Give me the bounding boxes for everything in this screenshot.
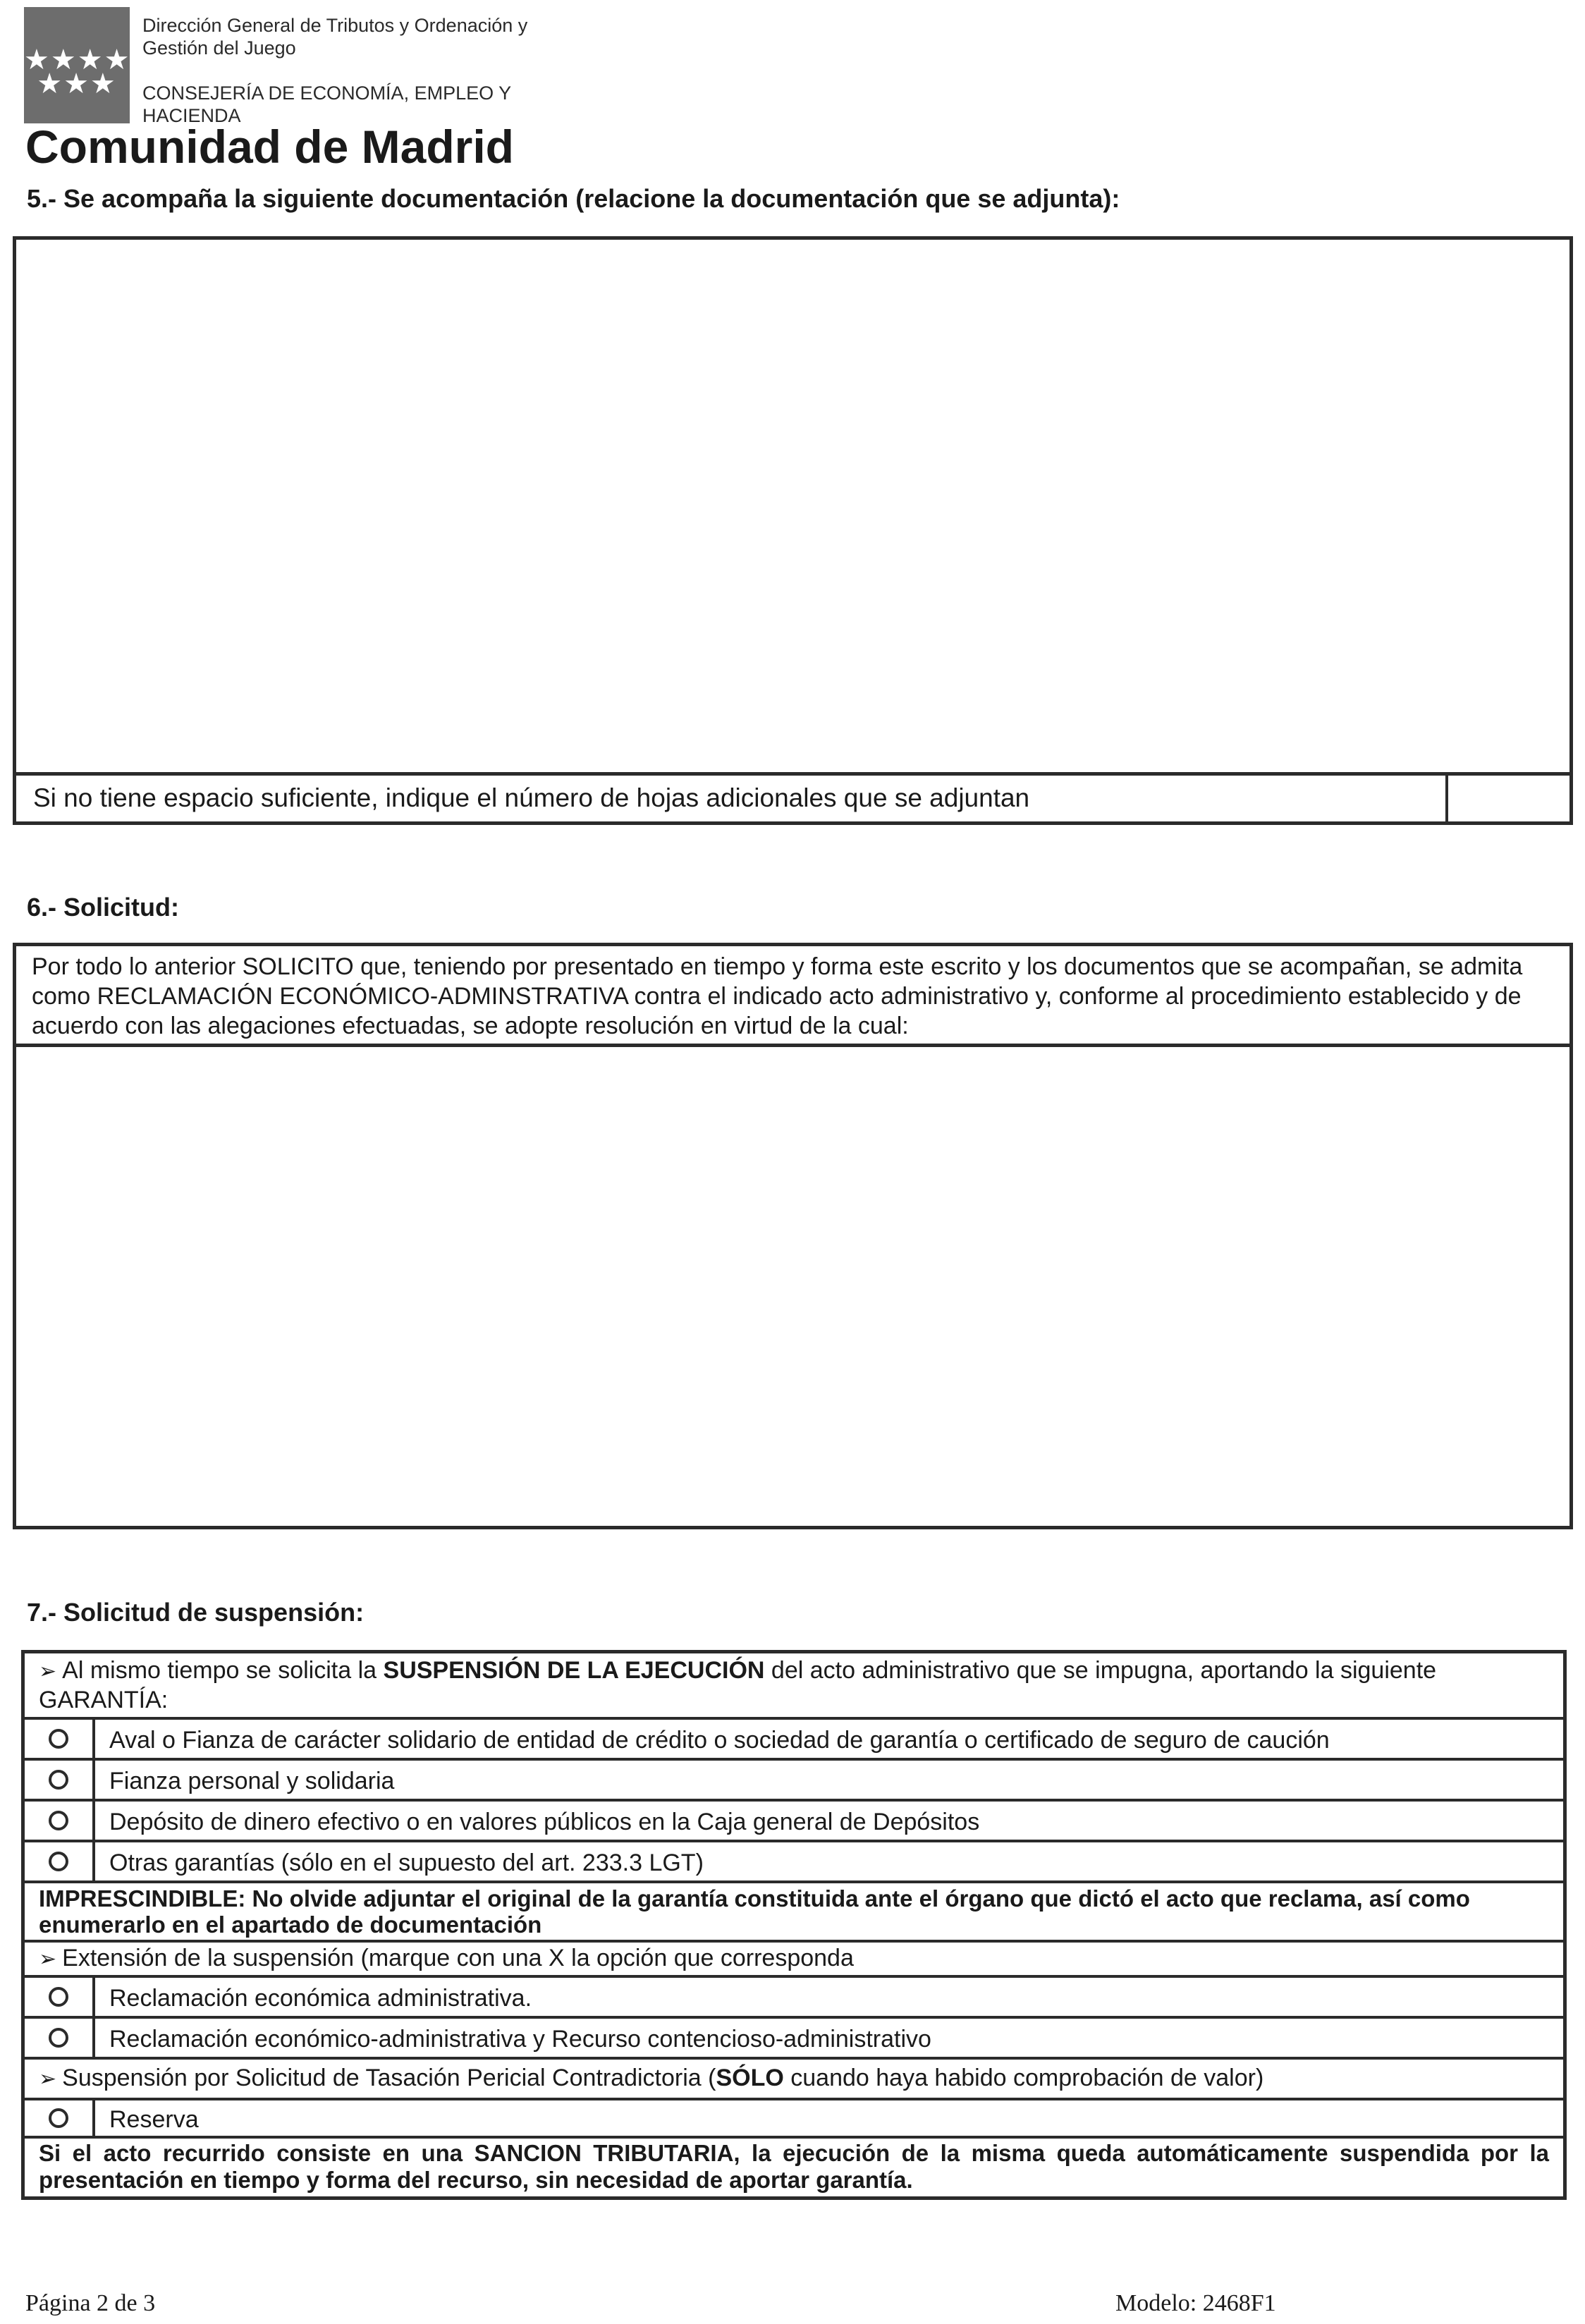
- option-label: Fianza personal y solidaria: [109, 1768, 395, 1794]
- section6-title: 6.- Solicitud:: [27, 893, 179, 922]
- solicitud-text: Por todo lo anterior SOLICITO que, teniendo por presentado en tiempo y forma este escrito y los documentos que se acompañan, se admita como RECLAMACIÓN ECONÓMICO-ADMINSTRATIVA contra el indicado acto administrativo y, conforme al procedimiento establecido y de acuerdo con las alegaciones efectuadas, se adopte resolución en virtud de la cual:: [32, 953, 1523, 1039]
- section7-title: 7.- Solicitud de suspensión:: [27, 1598, 365, 1627]
- department-name: Dirección General de Tributos y Ordenación y Gestión del Juego: [142, 15, 528, 59]
- solicitud-textarea[interactable]: [16, 1047, 1569, 1526]
- option-label: Otras garantías (sólo en el supuesto del art. 233.3 LGT): [109, 1849, 704, 1876]
- guarantee-option-aval[interactable]: [25, 1720, 1563, 1761]
- guarantee-option-deposito[interactable]: [25, 1802, 1563, 1842]
- radio-circle-icon[interactable]: [49, 1729, 68, 1749]
- arrow-bullet-icon: ➢: [39, 1947, 57, 1971]
- section5-title: 5.- Se acompaña la siguiente documentación (relacione la documentación que se adjunta):: [27, 184, 1120, 213]
- guarantee-option-otras[interactable]: [25, 1842, 1563, 1883]
- arrow-bullet-icon: ➢: [39, 2067, 57, 2091]
- radio-circle-icon[interactable]: [49, 2108, 68, 2128]
- model-number: Modelo: 2468F1: [1115, 2290, 1276, 2316]
- divider: [16, 772, 1569, 776]
- documentation-textarea[interactable]: [16, 240, 1569, 772]
- radio-circle-icon[interactable]: [49, 1987, 68, 2007]
- option-label: Reclamación económico-administrativa y Recurso contencioso-administrativo: [109, 2026, 931, 2053]
- radio-circle-icon[interactable]: [49, 1770, 68, 1790]
- arrow-bullet-icon: ➢: [39, 1659, 57, 1684]
- suspension-intro-row: ➢ Al mismo tiempo se solicita la SUSPENSIÓN DE LA EJECUCIÓN del acto administrativo que se impugna, aportando la siguiente GARANTÍA:: [25, 1653, 1563, 1720]
- brand-title: Comunidad de Madrid: [25, 121, 514, 173]
- logo-stars-icon: ★★★★ ★★★: [24, 44, 131, 100]
- option-label: Reserva: [109, 2106, 199, 2133]
- extra-sheets-input[interactable]: [1448, 776, 1569, 821]
- page-number: Página 2 de 3: [25, 2290, 156, 2316]
- option-label: Depósito de dinero efectivo o en valores públicos en la Caja general de Depósitos: [109, 1809, 980, 1835]
- extra-sheets-label: Si no tiene espacio suficiente, indique el número de hojas adicionales que se adjuntan: [33, 783, 1030, 812]
- guarantee-option-fianza[interactable]: [25, 1761, 1563, 1802]
- documentation-box: [13, 236, 1573, 825]
- extension-heading: ➢ Extensión de la suspensión (marque con una X la opción que corresponda: [25, 1943, 1563, 1978]
- sancion-note: Si el acto recurrido consiste en una SANCION TRIBUTARIA, la ejecución de la misma queda automáticamente suspendida por la presentación en tiempo y forma del recurso, sin necesidad de aportar garantía.: [39, 2140, 1549, 2193]
- tasacion-heading: ➢ Suspensión por Solicitud de Tasación Pericial Contradictoria (SÓLO cuando haya habido comprobación de valor): [25, 2060, 1563, 2100]
- extension-option-reclamacion[interactable]: [25, 1978, 1563, 2019]
- extension-option-recurso[interactable]: [25, 2019, 1563, 2060]
- option-label: Reclamación económica administrativa.: [109, 1985, 532, 2012]
- ministry-name: CONSEJERÍA DE ECONOMÍA, EMPLEO Y HACIENDA: [142, 82, 512, 126]
- solicitud-box: [13, 943, 1573, 1529]
- radio-circle-icon[interactable]: [49, 1811, 68, 1830]
- imprescindible-note: IMPRESCINDIBLE: No olvide adjuntar el original de la garantía constituida ante el órgano que dictó el acto que reclama, así como enumerarlo en el apartado de documentación: [25, 1883, 1563, 1943]
- radio-circle-icon[interactable]: [49, 1852, 68, 1871]
- reserva-option[interactable]: [25, 2100, 1563, 2139]
- suspension-table: [21, 1650, 1567, 2200]
- option-label: Aval o Fianza de carácter solidario de entidad de crédito o sociedad de garantía o certificado de seguro de caución: [109, 1727, 1330, 1754]
- radio-circle-icon[interactable]: [49, 2028, 68, 2048]
